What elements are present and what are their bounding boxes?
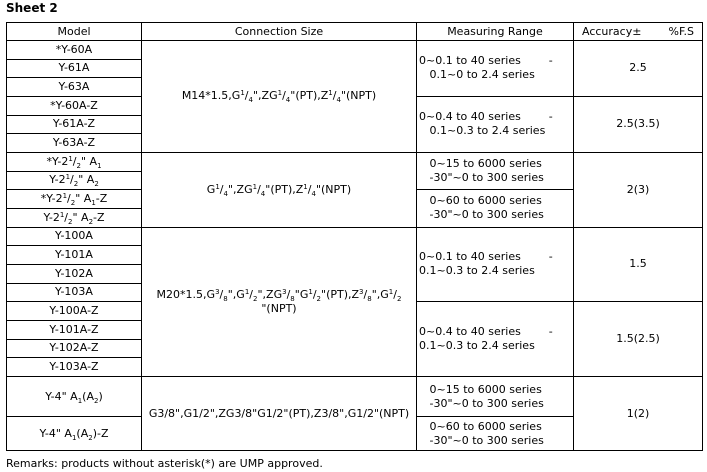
table-row	[7, 152, 703, 171]
range-cell: 0~0.1 to 40 series - 0.1~0.3 to 2.4 series	[417, 227, 574, 302]
accuracy-cell: 2.5(3.5)	[574, 96, 703, 152]
spec-table	[6, 22, 703, 451]
model-cell: Y-4" $A_1(A_2)-Z$	[7, 417, 142, 451]
range-cell: 0~15 to 6000 series -30"~0 to 300 series	[417, 152, 574, 189]
model-cell: *Y-60A	[7, 41, 142, 60]
accuracy-cell: 1.5	[574, 227, 703, 302]
connection-cell: $G^1/_4",ZG^1/_4"(PT),Z^1/_4"(NPT)$	[142, 152, 417, 227]
header-row	[7, 23, 703, 41]
connection-cell: G3/8",G1/2",ZG3/8"G1/2"(PT),Z3/8",G1/2"(NPT)	[142, 377, 417, 451]
accuracy-cell: 1.5(2.5)	[574, 302, 703, 377]
header-accuracy-label: Accuracy±	[582, 24, 642, 38]
model-cell: Y-103A-Z	[7, 358, 142, 377]
range-cell: 0~60 to 6000 series -30"~0 to 300 series	[417, 417, 574, 451]
remarks-note: Remarks: products without asterisk(*) are UMP approved.	[6, 457, 323, 470]
model-cell: $*Y-2^1/_2$" $A_1$	[7, 152, 142, 171]
model-cell: Y-61A-Z	[7, 115, 142, 134]
table-row	[7, 227, 703, 246]
model-cell: Y-101A	[7, 246, 142, 265]
model-cell: Y-100A-Z	[7, 302, 142, 321]
header-range: Measuring Range	[417, 23, 574, 41]
range-cell: 0~0.4 to 40 series - 0.1~0.3 to 2.4 series	[417, 302, 574, 377]
accuracy-cell: 2.5	[574, 41, 703, 97]
model-cell: Y-101A-Z	[7, 320, 142, 339]
header-model: Model	[7, 23, 142, 41]
model-cell: *Y-60A-Z	[7, 96, 142, 115]
connection-cell: $M14*1.5,G^1/_4",ZG^1/_4"(PT),Z^1/_4"(NPT)$	[142, 41, 417, 153]
model-cell: Y-61A	[7, 59, 142, 78]
table-row	[7, 41, 703, 60]
model-cell: Y-4" $A_1(A_2)$	[7, 377, 142, 417]
model-cell: Y-102A-Z	[7, 339, 142, 358]
header-accuracy	[574, 23, 703, 41]
header-connection: Connection Size	[142, 23, 417, 41]
model-cell: $*Y-2^1/_2$" $A_1-Z$	[7, 190, 142, 209]
accuracy-cell: 1(2)	[574, 377, 703, 451]
sheet-title: Sheet 2	[6, 1, 58, 15]
range-cell: 0~0.4 to 40 series - 0.1~0.3 to 2.4 series	[417, 96, 574, 152]
connection-cell: $M20*1.5,G^3/_8",G^1/_2",ZG^3/_8"G^1/_2"(PT),Z^3/_8",G^1/_2$ "(NPT)	[142, 227, 417, 376]
model-cell: Y-100A	[7, 227, 142, 246]
model-cell: Y-63A-Z	[7, 134, 142, 153]
accuracy-cell: 2(3)	[574, 152, 703, 227]
model-cell: Y-63A	[7, 78, 142, 97]
table-row	[7, 377, 703, 417]
header-accuracy-unit: %F.S	[668, 24, 694, 38]
model-cell: $Y-2^1/_2$" $A_2$	[7, 171, 142, 190]
model-cell: $Y-2^1/_2$" $A_2-Z$	[7, 208, 142, 227]
range-cell: 0~15 to 6000 series -30"~0 to 300 series	[417, 377, 574, 417]
range-cell: 0~60 to 6000 series -30"~0 to 300 series	[417, 190, 574, 227]
model-cell: Y-103A	[7, 283, 142, 302]
model-cell: Y-102A	[7, 264, 142, 283]
range-cell: 0~0.1 to 40 series - 0.1~0 to 2.4 series	[417, 41, 574, 97]
